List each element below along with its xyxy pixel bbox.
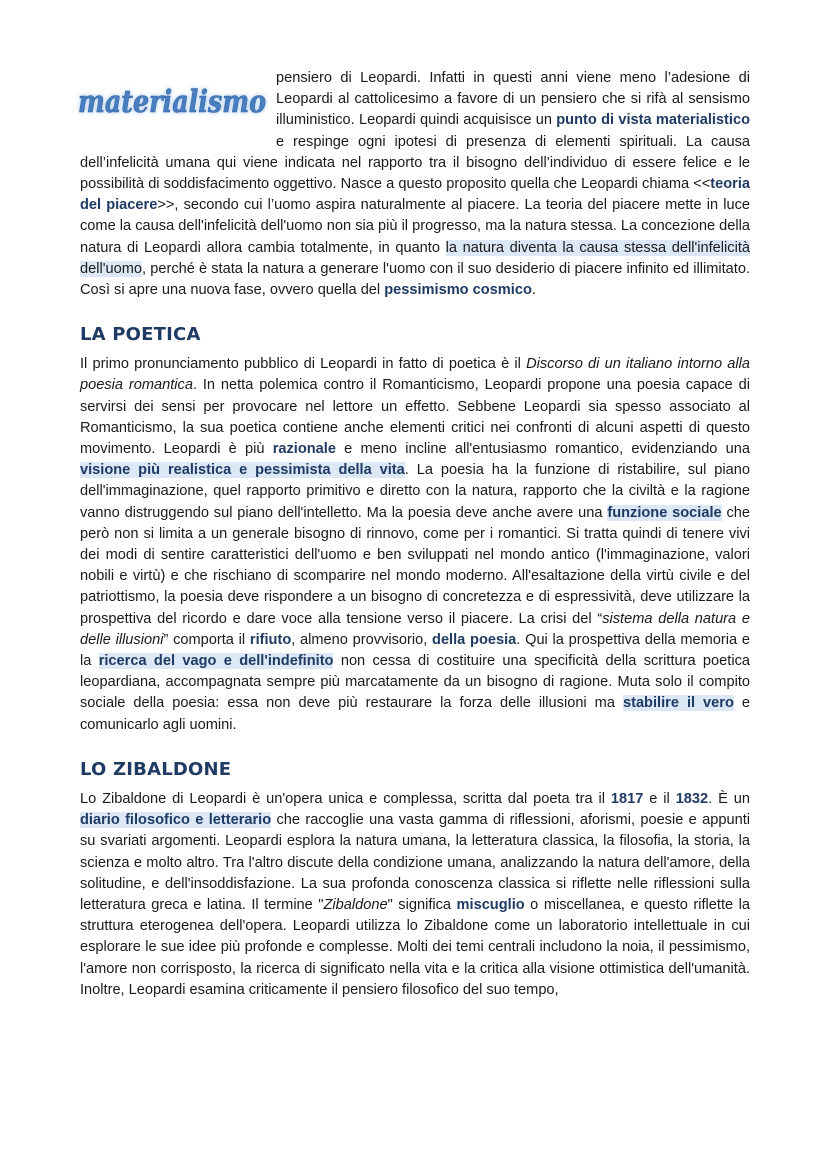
section-heading-zibaldone: LO ZIBALDONE bbox=[80, 758, 232, 780]
keyword-funzione-sociale: funzione sociale bbox=[607, 504, 722, 521]
keyword-stabilire-il-vero: stabilire il vero bbox=[622, 695, 734, 712]
keyword-diario-filosofico: diario filosofico e letterario bbox=[80, 812, 272, 829]
keyword-teoria-del-piacere: teoria del piacere bbox=[80, 176, 750, 214]
keyword-punto-di-vista: punto di vista materialistico bbox=[556, 112, 750, 129]
keyword-rifiuto: rifiuto bbox=[249, 631, 292, 648]
keyword-della-poesia: della poesia bbox=[432, 631, 517, 648]
intro-paragraph: pensiero di Leopardi. Infatti in questi anni viene meno l’adesione di Leopardi al cattolicesimo a favore di un pensiero che si rifà al sensismo illuministico. Leopardi quindi acquisisce un punto di vista materialistico e respinge ogni ipotesi di presenza di elementi spirituali. La causa dell’infelicità umana qui viene indicata nel rapporto tra il bisogno dell’individuo di essere felice e le possibilità di soddisfacimento oggettivo. Nasce a questo proposito quella che Leopardi chiama <<teoria del piacere>>, secondo cui l’uomo aspira naturalmente al piacere. La teoria del piacere mette in luce come la causa dell'infelicità dell'uomo non sia più il progresso, ma la natura stessa. La concezione della natura di Leopardi allora cambia totalmente, in quanto la natura diventa la causa stessa dell'infelicità dell'uomo, perché è stata la natura a generare l'uomo con il suo desiderio di piacere infinito ed illimitato. Così si apre una nuova fase, ovvero quella del pessimismo cosmico. bbox=[80, 70, 750, 299]
keyword-year-1817: 1817 bbox=[610, 790, 644, 807]
intro-section bbox=[80, 68, 750, 301]
document-page bbox=[80, 68, 750, 1001]
keyword-visione-realistica: visione più realistica e pessimista della vita bbox=[80, 462, 405, 479]
keyword-year-1832: 1832 bbox=[675, 790, 709, 807]
keyword-pessimismo-cosmico: pessimismo cosmico bbox=[384, 282, 532, 299]
section-heading-poetica: LA POETICA bbox=[80, 324, 201, 346]
zibaldone-paragraph: Lo Zibaldone di Leopardi è un'opera unica e complessa, scritta dal poeta tra il 1817 e il 1832. È un diario filosofico e letterario che raccoglie una vasta gamma di riflessioni, aforismi, poesie e appunti su svariati argomenti. Leopardi esplora la natura umana, la letteratura classica, la filosofia, la storia, la scienza e molto altro. Tra l'altro discute della condizione umana, analizzando la natura dell'amore, della solitudine, e dell'insoddisfazione. La sua profonda conoscenza classica si riflette nelle riflessioni sulla letteratura greca e latina. Il termine "Zibaldone" significa miscuglio o miscellanea, e questo riflette la struttura eterogenea dell'opera. Leopardi utilizza lo Zibaldone come un laboratorio intellettuale in cui esplorare le sue idee più profonde e complesse. Molti dei temi centrali includono la noia, il pessimismo, l'amore non corrisposto, la ricerca di significato nella vita e la critica alla visione ottimistica dell'umanità. Inoltre, Leopardi esamina criticamente il pensiero filosofico del suo tempo, bbox=[80, 790, 751, 998]
keyword-miscuglio: miscuglio bbox=[456, 896, 525, 913]
materialismo-logo bbox=[76, 68, 272, 132]
keyword-ricerca-vago: ricerca del vago e dell'indefinito bbox=[98, 653, 334, 670]
svg-text:materialismo: materialismo bbox=[78, 84, 266, 120]
poetica-paragraph: Il primo pronunciamento pubblico di Leopardi in fatto di poetica è il Discorso di un italiano intorno alla poesia romantica. In netta polemica contro il Romanticismo, Leopardi propone una poesia capace di servirsi dei sensi per provocare nel lettore un effetto. Sebbene Leopardi sia spesso associato al Romanticismo, la sua poetica contiene anche elementi critici nei confronti di alcuni aspetti di questo movimento. Leopardi è più razionale e meno incline all'entusiasmo romantico, evidenziando una visione più realistica e pessimista della vita. La poesia ha la funzione di ristabilire, sul piano dell'immaginazione, quel rapporto primitivo e diretto con la natura, rapporto che la civiltà e la ragione vanno distruggendo sul piano dell'intelletto. Ma la poesia deve anche avere una funzione sociale che però non si limita a un generale bisogno di rinnovo, come per i romantici. Si tratta quindi di tenere vivi dei modi di sentire caratteristici dell'uomo e ben sviluppati nel mondo antico (l'immaginazione, valori nobili e virtù) e che rischiano di scomparire nel mondo moderno. All'esaltazione della virtù civile e del patriottismo, la poesia deve rispondere a un bisogno di concretezza e di espressività, deve utilizzare la prospettiva del ricordo e dare voce alla tensione verso il piacere. La crisi del “sistema della natura e delle illusioni” comporta il rifiuto, almeno provvisorio, della poesia. Qui la prospettiva della memoria e la ricerca del vago e dell'indefinito non cessa di costituire una specificità della scrittura poetica leopardiana, accompagnata sempre più marcatamente da un bisogno di ragione. Muta solo il compito sociale della poesia: essa non deve più restaurare la forza delle illusioni ma stabilire il vero e comunicarlo agli uomini. bbox=[80, 356, 751, 733]
highlight-natura-causa: la natura diventa la causa stessa dell'infelicità dell'uomo bbox=[80, 239, 750, 277]
keyword-razionale: razionale bbox=[272, 441, 336, 458]
